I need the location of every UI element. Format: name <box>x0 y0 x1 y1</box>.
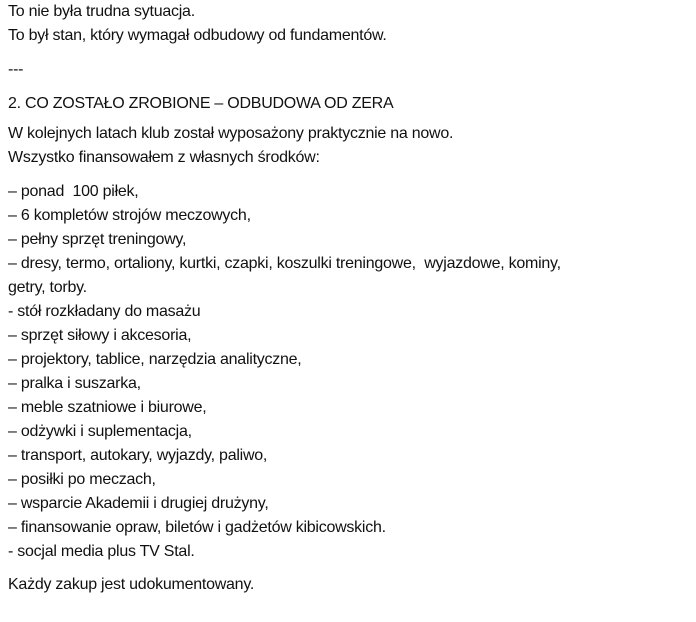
text-line: To był stan, który wymagał odbudowy od fundamentów. <box>8 27 387 44</box>
text-line: Wszystko finansowałem z własnych środków: <box>8 149 320 166</box>
list-item: – pełny sprzęt treningowy, <box>8 231 187 248</box>
list-item: – meble szatniowe i biurowe, <box>8 399 207 416</box>
list-item: – wsparcie Akademii i drugiej drużyny, <box>8 495 269 512</box>
list-item: – transport, autokary, wyjazdy, paliwo, <box>8 447 268 464</box>
list-item: – dresy, termo, ortaliony, kurtki, czapki, koszulki treningowe, wyjazdowe, kominy, <box>8 255 561 272</box>
closing-sentence: Każdy zakup jest udokumentowany. <box>8 576 255 593</box>
section-paragraph <box>8 122 688 170</box>
list-item: – posiłki po meczach, <box>8 471 156 488</box>
list-item: – odżywki i suplementacja, <box>8 423 192 440</box>
purchase-list <box>8 180 688 564</box>
list-item: - stół rozkładany do masażu <box>8 303 201 320</box>
section-heading: 2. CO ZOSTAŁO ZROBIONE – ODBUDOWA OD ZERA <box>8 95 394 112</box>
list-item: – finansowanie opraw, biletów i gadżetów kibicowskich. <box>8 519 386 536</box>
list-item: – 6 kompletów strojów meczowych, <box>8 207 251 224</box>
list-item: – projektory, tablice, narzędzia analityczne, <box>8 351 302 368</box>
intro-paragraph <box>8 0 688 48</box>
list-item: - socjal media plus TV Stal. <box>8 543 195 560</box>
separator: --- <box>8 61 24 78</box>
document-body <box>8 0 688 597</box>
text-line: W kolejnych latach klub został wyposażony praktycznie na nowo. <box>8 125 454 142</box>
list-item: – sprzęt siłowy i akcesoria, <box>8 327 192 344</box>
list-item-continuation: getry, torby. <box>8 279 87 296</box>
list-item: – ponad 100 piłek, <box>8 183 139 200</box>
list-item: – pralka i suszarka, <box>8 375 141 392</box>
text-line: To nie była trudna sytuacja. <box>8 3 195 20</box>
